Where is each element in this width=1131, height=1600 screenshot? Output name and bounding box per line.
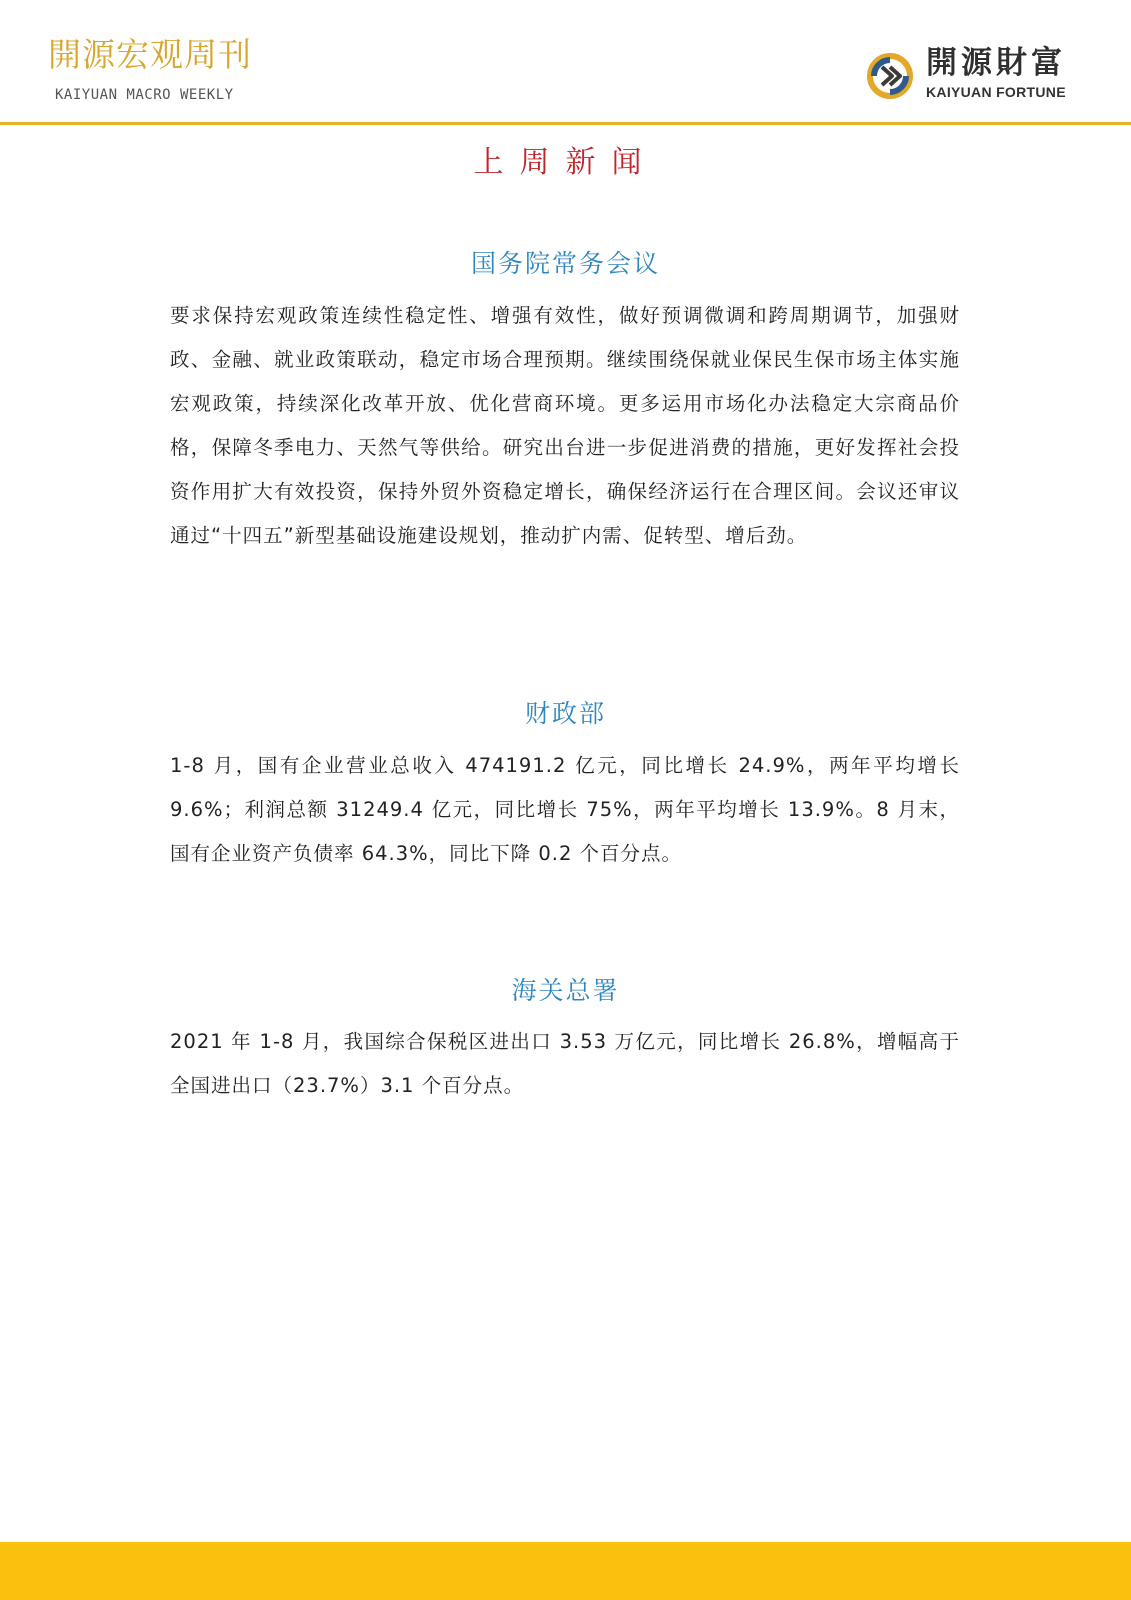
section-title-state-council: 国务院常务会议 bbox=[470, 249, 660, 278]
section-body-state-council: 要求保持宏观政策连续性稳定性、增强有效性，做好预调微调和跨周期调节，加强财政、金融、就业政策联动，稳定市场合理预期。继续围绕保就业保民生保市场主体实施宏观政策，持续深化改革开放、优化营商环境。更多运用市场化办法稳定大宗商品价格，保障冬季电力、天然气等供给。研究出台进一步促进消费的措施，更好发挥社会投资作用扩大有效投资，保持外贸外资稳定增长，确保经济运行在合理区间。会议还审议通过“十四五”新型基础设施建设规划，推动扩内需、促转型、增后劲。 bbox=[170, 304, 960, 547]
footer-band bbox=[0, 1542, 1131, 1600]
logo-english-name: KAIYUAN FORTUNE bbox=[926, 84, 1066, 100]
section-body-ministry-of-finance: 1-8 月，国有企业营业总收入 474191.2 亿元，同比增长 24.9%，两年平均增长 9.6%；利润总额 31249.4 亿元，同比增长 75%，两年平均增长 13.9%。8 月末，国有企业资产负债率 64.3%，同比下降 0.2 个百分点。 bbox=[170, 754, 960, 865]
kaiyuan-fortune-logo bbox=[866, 45, 1086, 108]
section-title-ministry-of-finance: 财政部 bbox=[524, 699, 606, 728]
logo-chinese-name: 開源財富 bbox=[926, 45, 1066, 81]
brand-subtitle: KAIYUAN MACRO WEEKLY bbox=[55, 87, 234, 103]
header-divider bbox=[0, 122, 1131, 125]
section-body-customs: 2021 年 1-8 月，我国综合保税区进出口 3.53 万亿元，同比增长 26.8%，增幅高于全国进出口（23.7%）3.1 个百分点。 bbox=[170, 1030, 960, 1097]
section-title-customs: 海关总署 bbox=[511, 976, 620, 1005]
brand-title: 開源宏观周刊 bbox=[48, 35, 252, 74]
page-title: 上周新闻 bbox=[473, 145, 658, 180]
page-header bbox=[0, 0, 1131, 124]
kaiyuan-logo-icon bbox=[866, 52, 914, 100]
